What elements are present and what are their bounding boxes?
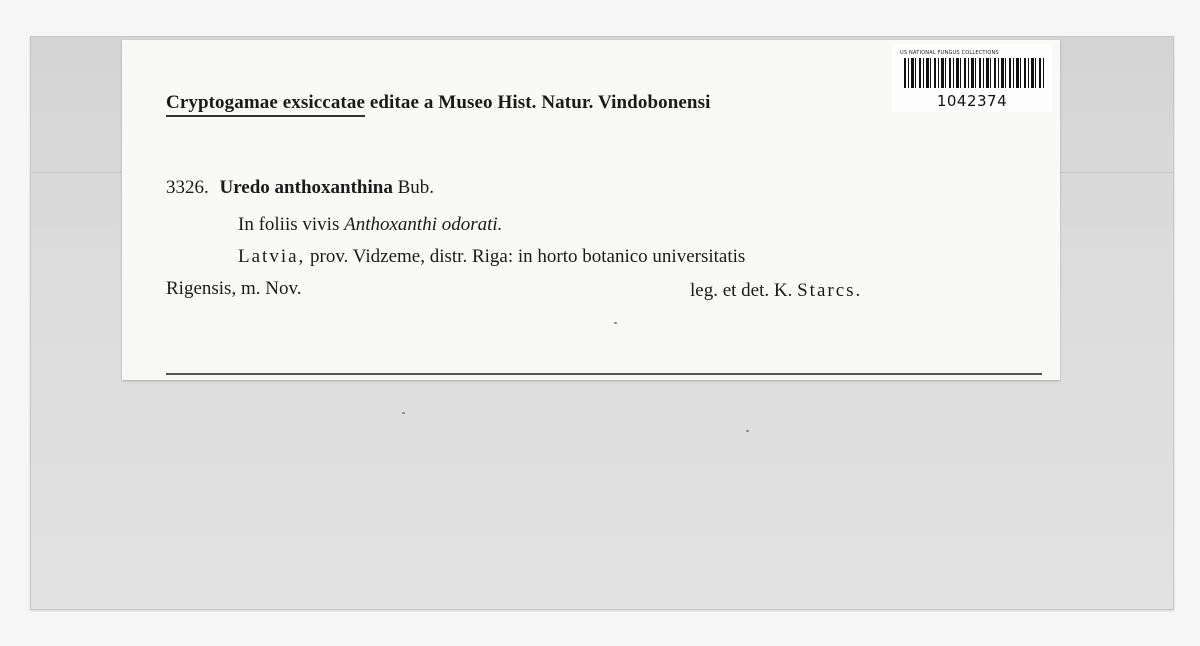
barcode-sticker [892, 44, 1052, 112]
species-author: Bub. [397, 177, 435, 198]
speck-mark [614, 322, 617, 324]
heading-publisher: editae a Museo Hist. Natur. Vindobonensi [369, 92, 711, 113]
habitat-prefix: In foliis vivis [238, 214, 340, 235]
specimen-label [122, 40, 1060, 380]
collector-name: Starcs. [797, 280, 863, 301]
barcode-number: 1042374 [936, 92, 1008, 110]
collector-line [690, 280, 862, 302]
locality: prov. Vidzeme, distr. Riga: in horto botanico universitatis [310, 246, 746, 267]
locality-line [238, 246, 745, 268]
barcode-header: US NATIONAL FUNGUS COLLECTIONS [900, 50, 999, 56]
locality-continued: Rigensis, m. Nov. [166, 278, 302, 299]
heading-series-title: Cryptogamae exsiccatae [166, 92, 365, 117]
taxon-line [166, 177, 434, 199]
country: Latvia, [238, 246, 306, 267]
host-name: Anthoxanthi odorati. [344, 214, 503, 235]
speck-mark [402, 412, 405, 414]
speck-mark [746, 430, 749, 432]
barcode-icon [904, 58, 1044, 88]
label-bottom-rule [166, 373, 1042, 375]
label-heading [166, 92, 710, 114]
collector-prefix: leg. et det. K. [690, 280, 793, 301]
habitat-line [238, 214, 502, 236]
exsiccata-number: 3326. [166, 177, 209, 198]
species-name: Uredo anthoxanthina [219, 177, 393, 198]
